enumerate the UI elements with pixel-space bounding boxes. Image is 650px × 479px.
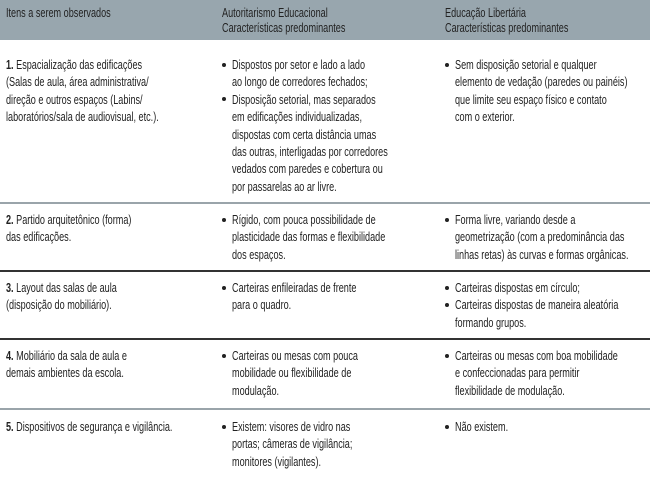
row-divider — [0, 338, 650, 340]
item-cell — [6, 418, 244, 435]
item-number: 1. — [6, 57, 17, 72]
item-line — [6, 418, 172, 435]
item-line: direção e outros espaços (Labins/ — [6, 91, 143, 107]
libertaria-line: Forma livre, variando desde a — [455, 212, 576, 227]
header-line: Itens a serem observados — [6, 5, 111, 20]
header-autoritarismo — [222, 6, 398, 35]
libertaria-line: elemento de vedação (paredes ou painéis) — [455, 74, 628, 90]
row-divider — [0, 408, 650, 410]
libertaria-line: Não existem. — [455, 419, 509, 434]
item-text: Layout das salas de aula — [16, 280, 117, 295]
autoritarismo-cell — [232, 418, 404, 470]
item-line: (disposição do mobiliário). — [6, 297, 112, 313]
autoritarismo-line: vedados com paredes e cobertura ou — [232, 161, 383, 177]
autoritarismo-line: dispostas com certa distância umas — [232, 126, 377, 142]
header-libertaria — [445, 6, 621, 35]
item-line — [6, 279, 117, 296]
item-line: (Salas de aula, área administrativa/ — [6, 74, 149, 90]
item-number: 2. — [6, 212, 17, 227]
autoritarismo-line: monitores (vigilantes). — [232, 453, 322, 469]
bullet-icon — [222, 218, 226, 222]
autoritarismo-bullet-item — [232, 347, 412, 399]
item-line — [6, 347, 127, 364]
bullet-icon — [222, 97, 226, 101]
libertaria-cell — [455, 211, 650, 263]
bullet-icon — [222, 425, 226, 429]
libertaria-line: Carteiras dispostas em círculo; — [455, 280, 580, 295]
bullet-icon — [445, 63, 449, 67]
header-line: Autoritarismo Educacional — [222, 5, 328, 20]
libertaria-cell — [455, 279, 650, 331]
autoritarismo-line: mobilidade ou flexibilidade de — [232, 365, 352, 381]
row-divider — [0, 270, 650, 272]
autoritarismo-line: Rígido, com pouca possibilidade de — [232, 212, 376, 227]
libertaria-line: Carteiras ou mesas com boa mobilidade — [455, 348, 618, 363]
item-text: Dispositivos de segurança e vigilância. — [16, 419, 173, 434]
bullet-icon — [445, 286, 449, 290]
libertaria-line: linhas retas) às curvas e formas orgânicas. — [455, 246, 629, 262]
bullet-icon — [222, 286, 226, 290]
item-text: Partido arquitetônico (forma) — [16, 212, 132, 227]
header-line: Características predominantes — [445, 19, 569, 35]
header-itens — [6, 6, 156, 21]
autoritarismo-bullet-item — [232, 211, 451, 263]
bullet-icon — [445, 218, 449, 222]
item-line — [6, 56, 159, 73]
bullet-icon — [222, 354, 226, 358]
autoritarismo-cell — [232, 279, 410, 314]
item-number: 4. — [6, 348, 17, 363]
autoritarismo-bullet-item — [232, 279, 410, 314]
item-line: demais ambientes da escola. — [6, 365, 124, 381]
table-header — [0, 0, 650, 40]
item-cell — [6, 347, 179, 382]
autoritarismo-cell — [232, 347, 412, 399]
autoritarismo-line: em edificações individualizadas, — [232, 109, 363, 125]
item-line — [6, 211, 131, 228]
autoritarismo-line: modulação. — [232, 382, 280, 398]
item-cell — [6, 211, 185, 246]
autoritarismo-line: dos espaços. — [232, 246, 286, 262]
autoritarismo-line: portas; câmeras de vigilância; — [232, 436, 353, 452]
autoritarismo-line: Disposição setorial, mas separados — [232, 91, 376, 107]
libertaria-cell — [455, 56, 650, 126]
libertaria-line: e confeccionadas para permitir — [455, 365, 580, 381]
header-line: Educação Libertária — [445, 5, 526, 20]
libertaria-bullet-item — [455, 418, 531, 435]
autoritarismo-line: das outras, interligadas por corredores — [232, 143, 388, 159]
libertaria-bullet-item — [455, 56, 650, 126]
libertaria-bullet-item — [455, 211, 650, 263]
item-line: das edificações. — [6, 229, 72, 245]
libertaria-line: formando grupos. — [455, 314, 527, 330]
libertaria-line: com o exterior. — [455, 109, 515, 125]
autoritarismo-line: plasticidade das formas e flexibilidade — [232, 229, 386, 245]
header-line: Características predominantes — [222, 19, 346, 35]
libertaria-line: Sem disposição setorial e qualquer — [455, 57, 597, 72]
libertaria-cell — [455, 347, 650, 399]
autoritarismo-line: Carteiras ou mesas com pouca — [232, 348, 358, 363]
autoritarismo-cell — [232, 211, 451, 263]
item-cell — [6, 56, 224, 126]
autoritarismo-line: Dispostos por setor e lado a lado — [232, 57, 366, 72]
item-text: Mobiliário da sala de aula e — [16, 348, 127, 363]
item-line: laboratórios/sala de audiovisual, etc.). — [6, 109, 159, 125]
bullet-icon — [445, 354, 449, 358]
item-cell — [6, 279, 164, 314]
autoritarismo-cell — [232, 56, 455, 195]
autoritarismo-line: para o quadro. — [232, 297, 292, 313]
bullet-icon — [222, 63, 226, 67]
bullet-icon — [445, 303, 449, 307]
bullet-icon — [445, 425, 449, 429]
item-number: 3. — [6, 280, 17, 295]
libertaria-line: Carteiras dispostas de maneira aleatória — [455, 297, 619, 313]
libertaria-cell — [455, 418, 531, 435]
autoritarismo-line: por passarelas ao ar livre. — [232, 178, 337, 194]
autoritarismo-bullet-item — [232, 56, 455, 91]
autoritarismo-bullet-item — [232, 418, 404, 470]
item-text: Espacialização das edificações — [16, 57, 143, 72]
autoritarismo-line: ao longo de corredores fechados; — [232, 74, 368, 90]
libertaria-bullet-item — [455, 279, 650, 296]
autoritarismo-bullet-item — [232, 91, 455, 195]
autoritarismo-line: Carteiras enfileiradas de frente — [232, 280, 357, 295]
libertaria-line: geometrização (com a predominância das — [455, 229, 625, 245]
libertaria-line: flexibilidade de modulação. — [455, 382, 565, 398]
autoritarismo-line: Existem: visores de vidro nas — [232, 419, 351, 434]
item-number: 5. — [6, 419, 17, 434]
libertaria-bullet-item — [455, 296, 650, 331]
row-divider — [0, 202, 650, 204]
libertaria-bullet-item — [455, 347, 650, 399]
libertaria-line: que limite seu espaço físico e contato — [455, 91, 607, 107]
